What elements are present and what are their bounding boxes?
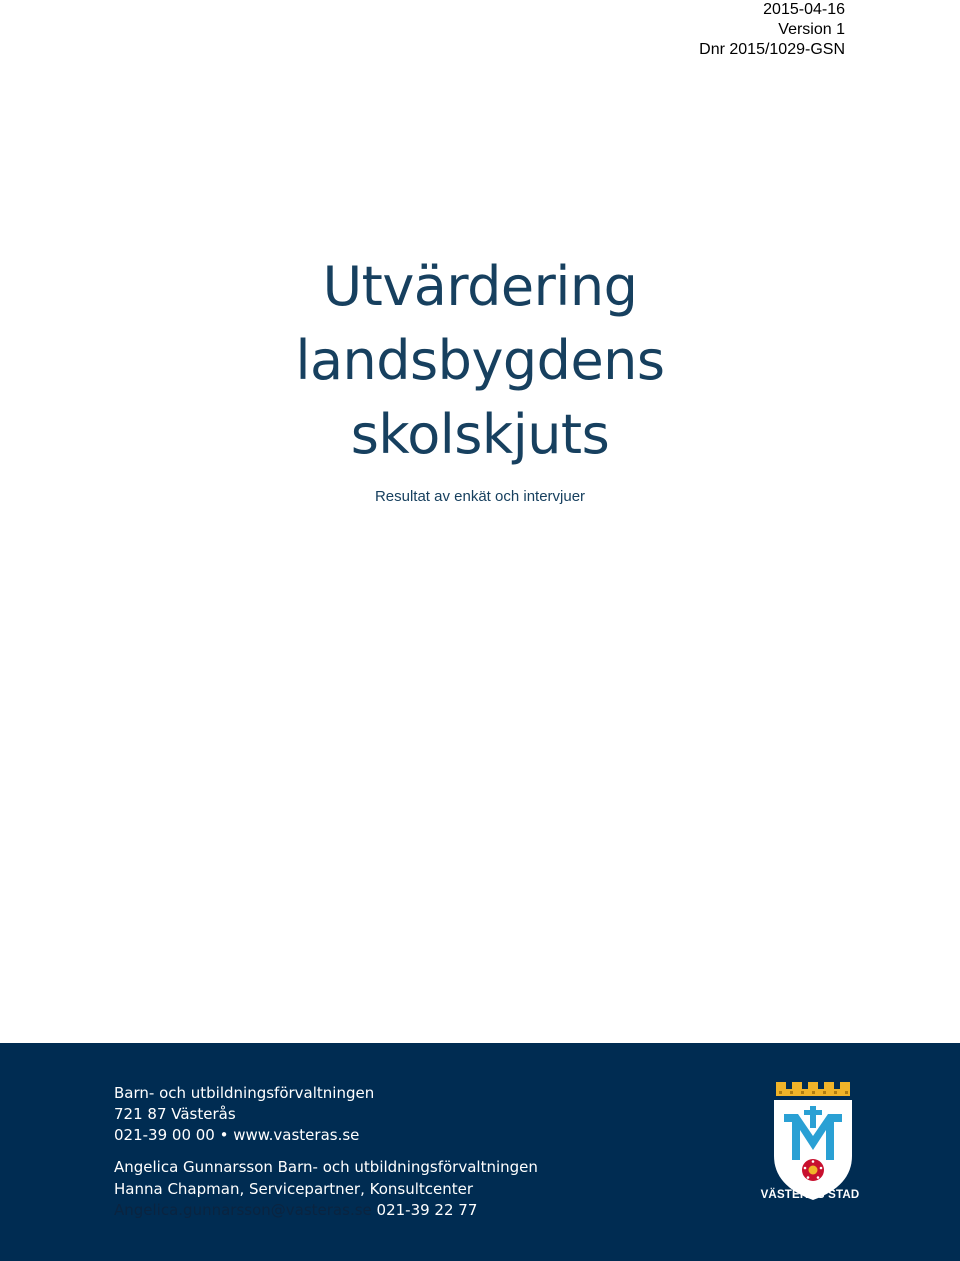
address-line-2: 721 87 Västerås — [114, 1105, 236, 1123]
document-version: Version 1 — [778, 21, 845, 38]
footer-contact — [114, 1157, 538, 1222]
document-dnr: Dnr 2015/1029-GSN — [699, 41, 845, 58]
title-line-3: skolskjuts — [350, 403, 610, 466]
contact-line-1: Angelica Gunnarsson Barn- och utbildningsförvaltningen — [114, 1158, 538, 1176]
title-line-2: landsbygdens — [295, 329, 665, 392]
document-date: 2015-04-16 — [763, 1, 845, 18]
address-line-3: 021-39 00 00 • www.vasteras.se — [114, 1126, 360, 1144]
address-line-1: Barn- och utbildningsförvaltningen — [114, 1084, 375, 1102]
contact-phone: 021-39 22 77 — [371, 1201, 478, 1219]
contact-line-2: Hanna Chapman, Servicepartner, Konsultcenter — [114, 1179, 474, 1198]
logo-wordmark: VÄSTERÅS STAD — [760, 1189, 860, 1201]
title-line-1: Utvärdering — [322, 255, 638, 318]
document-meta — [699, 0, 845, 60]
footer-address — [114, 1083, 374, 1146]
footer-band — [0, 1043, 960, 1261]
page-title — [0, 250, 960, 472]
contact-line-3 — [114, 1200, 538, 1222]
contact-email-link[interactable]: Angelica.gunnarsson@vasteras.se — [114, 1201, 372, 1219]
page-subtitle: Resultat av enkät och intervjuer — [374, 488, 586, 505]
